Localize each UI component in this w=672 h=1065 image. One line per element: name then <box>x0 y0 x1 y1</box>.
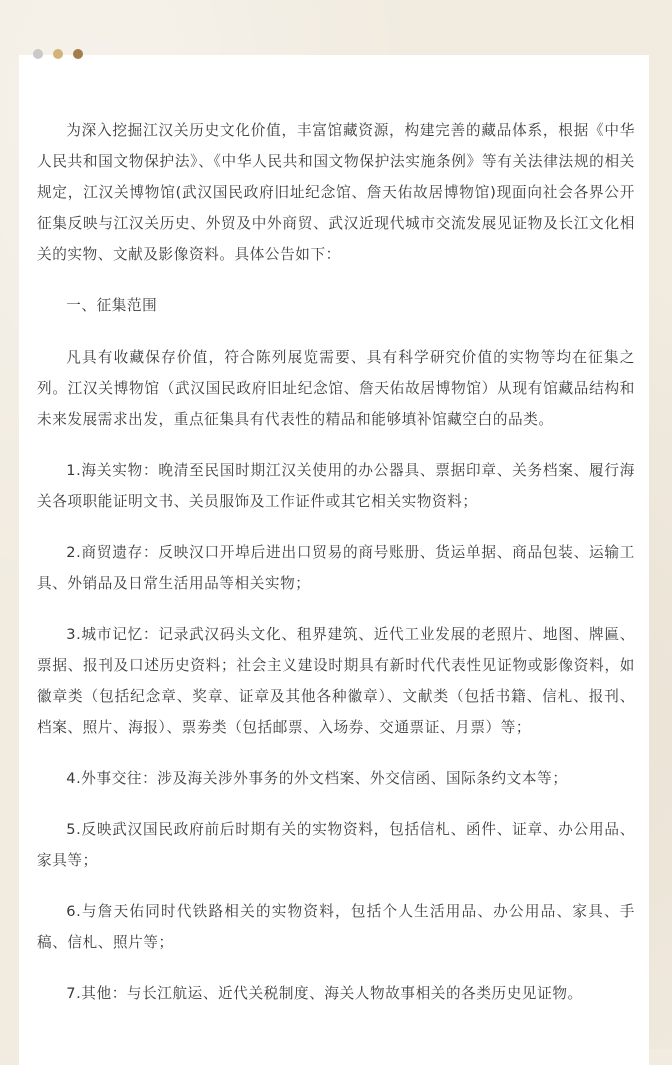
article-body <box>37 115 635 1029</box>
dot-grey <box>33 49 43 59</box>
item-paragraph: 1.海关实物：晚清至民国时期江汉关使用的办公器具、票据印章、关务档案、履行海关各项职能证明文书、关员服饰及工作证件或其它相关实物资料； <box>37 462 635 510</box>
item-paragraph: 4.外事交往：涉及海关涉外事务的外文档案、外交信函、国际条约文本等； <box>66 770 568 787</box>
dot-brown <box>73 49 83 59</box>
item-paragraph: 3.城市记忆：记录武汉码头文化、租界建筑、近代工业发展的老照片、地图、牌匾、票据、报刊及口述历史资料；社会主义建设时期具有新时代代表性见证物或影像资料，如徽章类（包括纪念章、奖章、证章及其他各种徽章）、文献类（包括书籍、信札、报刊、档案、照片、海报）、票劵类（包括邮票、入场券、交通票证、月票）等； <box>37 626 635 736</box>
article-card <box>19 55 649 1065</box>
item-paragraph: 7.其他：与长江航运、近代关税制度、海关人物故事相关的各类历史见证物。 <box>66 985 583 1002</box>
item-paragraph: 5.反映武汉国民政府前后时期有关的实物资料，包括信札、函件、证章、办公用品、家具等； <box>37 821 635 869</box>
scope-paragraph: 凡具有收藏保存价值，符合陈列展览需要、具有科学研究价值的实物等均在征集之列。江汉关博物馆（武汉国民政府旧址纪念馆、詹天佑故居博物馆）从现有馆藏品结构和未来发展需求出发，重点征集具有代表性的精品和能够填补馆藏空白的品类。 <box>37 349 635 428</box>
item-paragraph: 6.与詹天佑同时代铁路相关的实物资料，包括个人生活用品、办公用品、家具、手稿、信札、照片等； <box>37 903 635 951</box>
decorative-dots <box>33 49 83 59</box>
intro-paragraph: 为深入挖掘江汉关历史文化价值，丰富馆藏资源，构建完善的藏品体系，根据《中华人民共和国文物保护法》、《中华人民共和国文物保护法实施条例》等有关法律法规的相关规定，江汉关博物馆(武汉国民政府旧址纪念馆、詹天佑故居博物馆)现面向社会各界公开征集反映与江汉关历史、外贸及中外商贸、武汉近现代城市交流发展见证物及长江文化相关的实物、文献及影像资料。具体公告如下： <box>37 122 635 263</box>
dot-gold <box>53 49 63 59</box>
item-paragraph: 2.商贸遗存：反映汉口开埠后进出口贸易的商号账册、货运单据、商品包装、运输工具、外销品及日常生活用品等相关实物； <box>37 544 635 592</box>
section-heading: 一、征集范围 <box>66 297 158 314</box>
